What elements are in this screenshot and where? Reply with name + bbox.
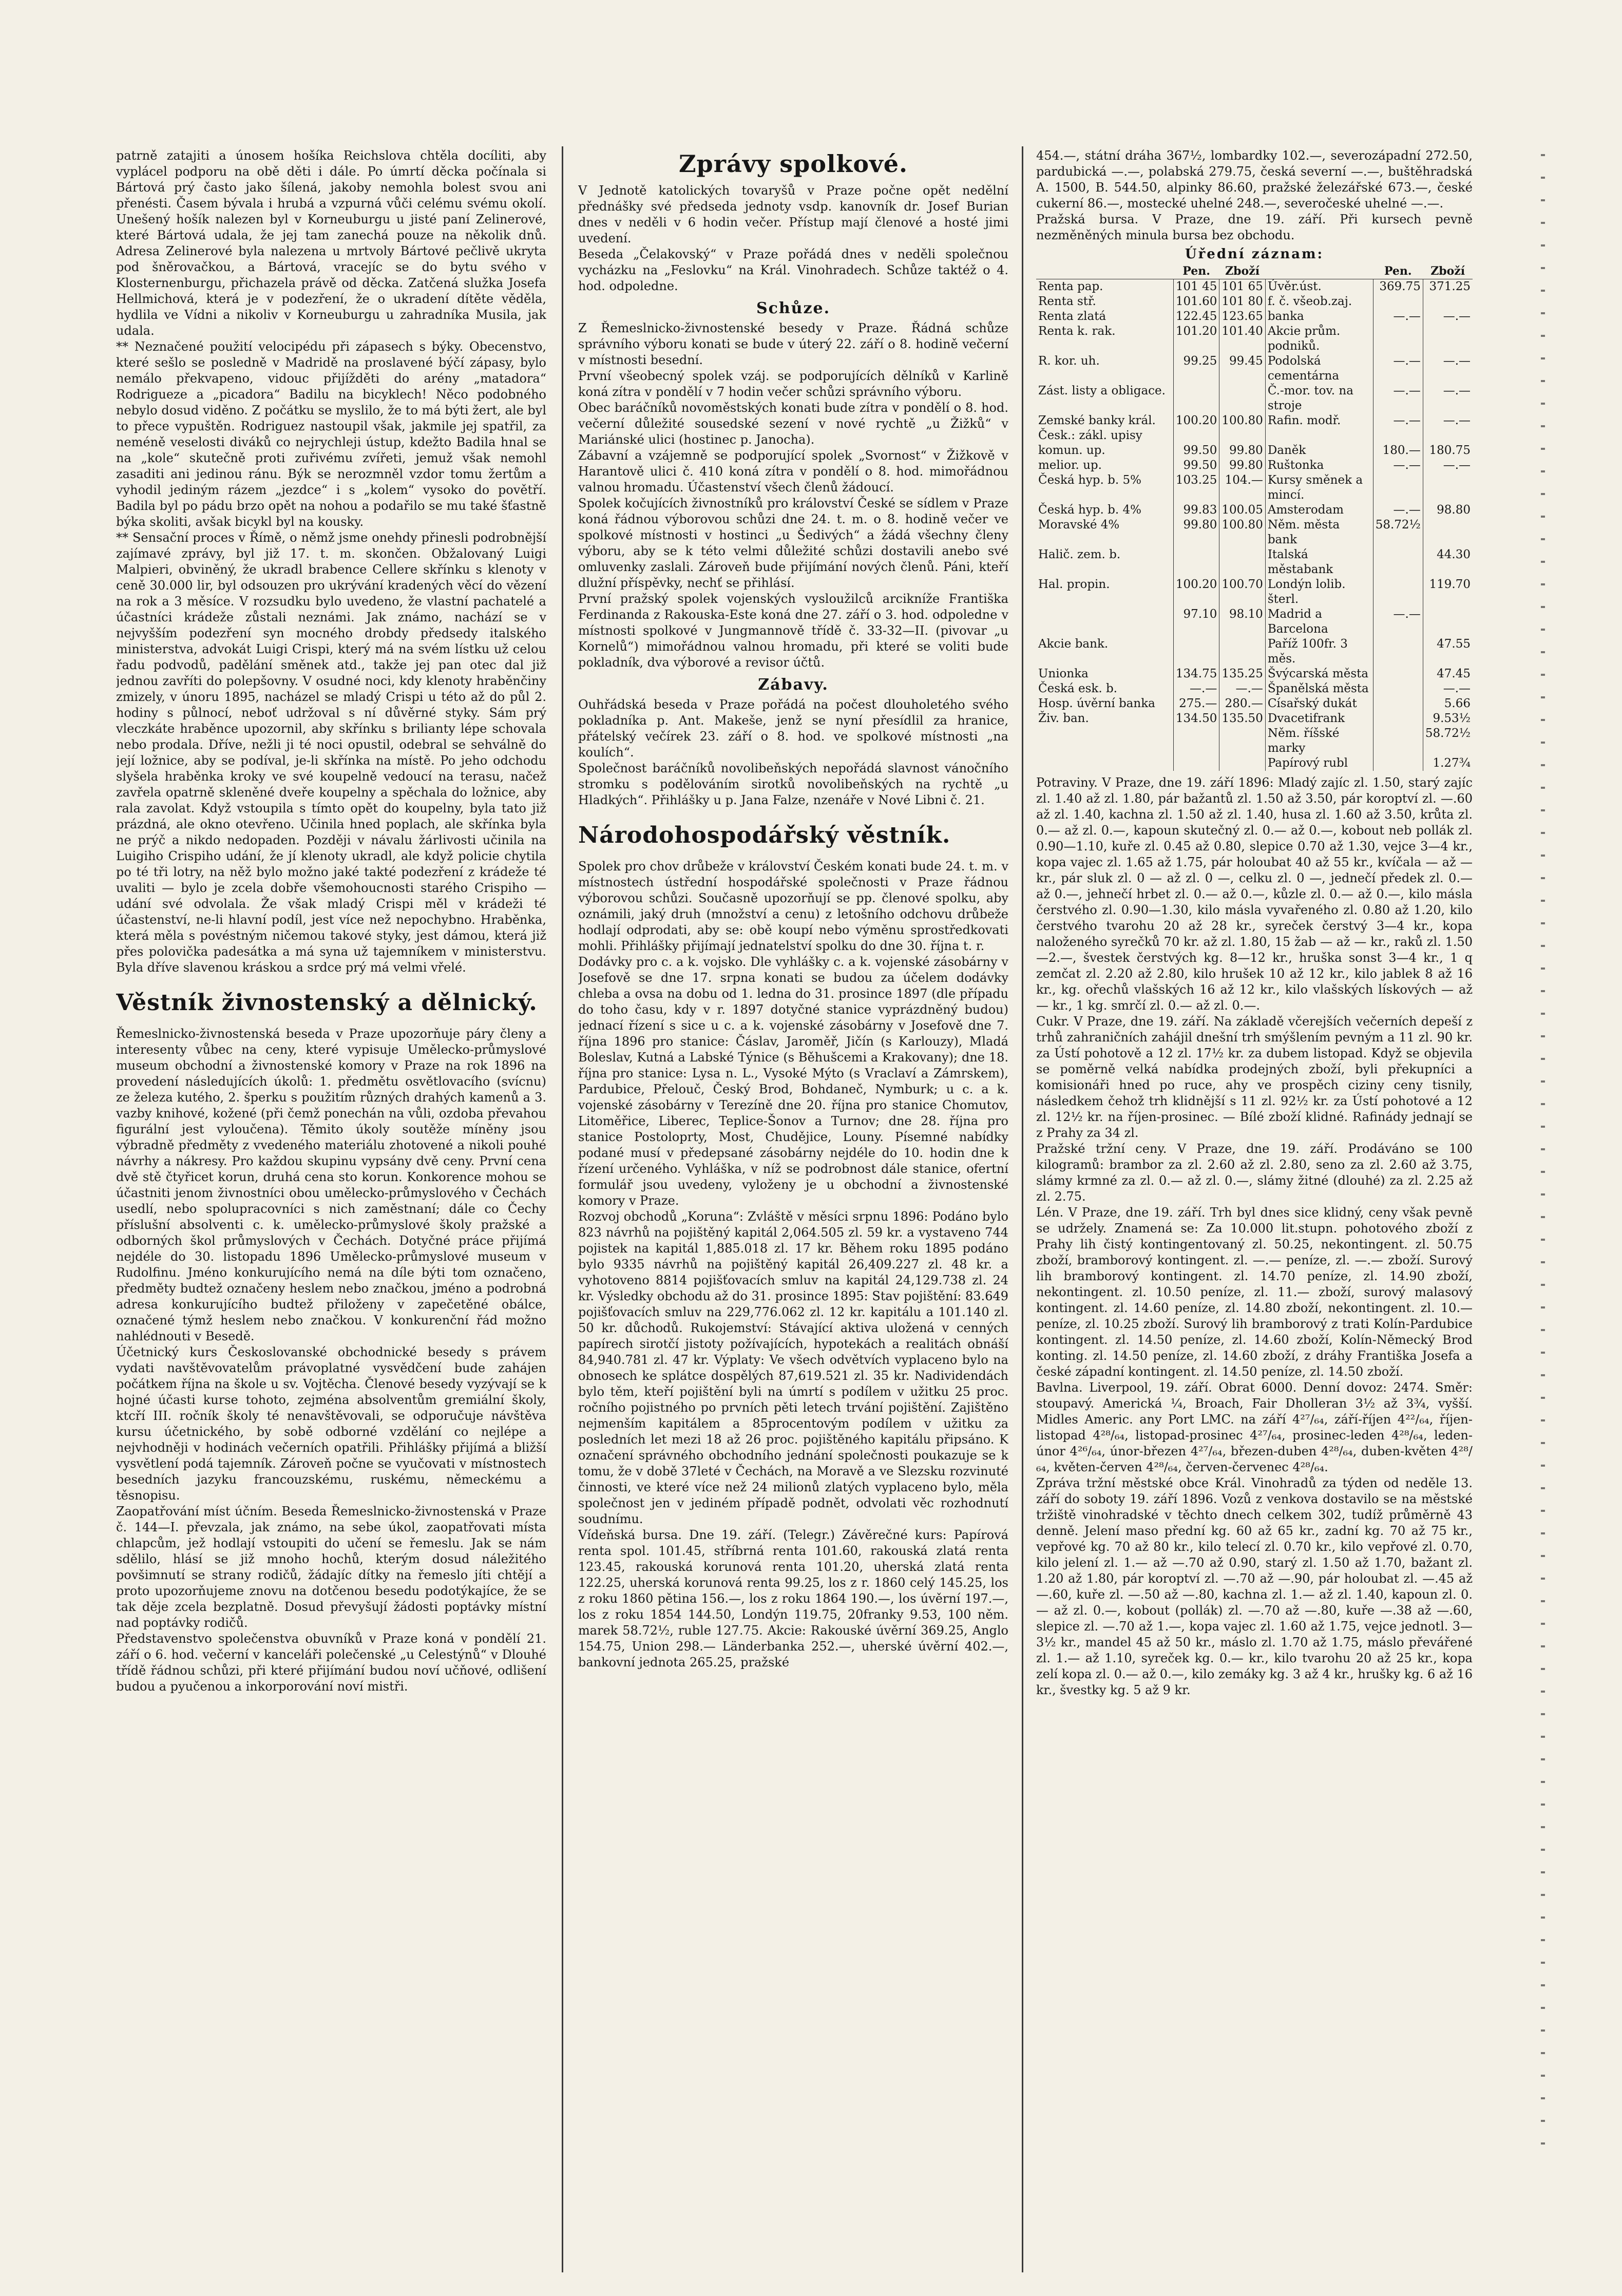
quote-cell — [1423, 324, 1473, 354]
article-zivnostenska-beseda: Řemeslnicko-živnostenská beseda v Praze upozorňuje páry členy a interesenty vůbec na ceny, které vypisuje Umělecko-průmyslové museum obchodní a živnostenské komory v Praze na rok 1896 na provedení následujících úkolů: 1. předmětu osvětlovacího (svícnu) ze železa kutého, 2. šperku s použitím různých drahých kamenů a 3. vazby knihové, kožené (při čemž ponechán na vůli, ozdoba převahou figurální jest vyloučena). Těmito úkoly soutěže míněny jsou výbradně předměty z vvedeného materiálu zhotovené a nikoli pouhé návrhy a nákresy. Pro každou skupinu vypsány dvě ceny. První cena dvě stě čtyřicet korun, druhá cena sto korun. Konkorence mohou se účastniti jenom živnostníci obou umělecko-průmyslového v Čechách usedlí, nebo spolupracovníci s nich zaměstnaní; dále co Čechy příslušní absolventi c. k. umělecko-průmyslové školy pražské a odborných škol průmyslových v Čechách. Dotyčné práce přijímá nejdéle do 30. listopadu 1896 Umělecko-průmyslové museum v Rudolfinu. Jméno konkurujícího nemá na díle býti tom označeno, předměty budtež označeny heslem nebo značkou, jméno a podrobná adresa konkurujícího budtež přiloženy v zapečetěné obálce, označené týmž heslem nebo značkou. V konkurenční řád možno nahlédnouti v Besedě. — [116, 1027, 546, 1343]
quote-cell: 44.30 — [1437, 548, 1471, 561]
article-dodavky-vojsko: Dodávky pro c. a k. vojsko. Dle vyhlášky c. a k. vojenské zásobárny v Josefově se dne 17. srpna konati se budou za účelem dodávky chleba a ovsa na dobu od 1. ledna do 31. prosince 1897 (dle případu do toho času, kdy v r. 1897 dotyčné stanice vyprázdněný budou) jednací řízení s sice u c. a k. vojenské zásobárny v Josefově dne 7. října 1896 pro stanice: Čáslav, Jaroměř, Jičín (s Karlouzy), Mladá Boleslav, Kutná a Labské Týnice (s Běhušcemi a Krakovany); dne 18. října pro stanice: Lysa n. L., Vysoké Mýto (s Vraclaví a Zámrskem), Pardubice, Přelouč, Český Brod, Bohdaneč, Nymburk; u c. a k. vojenské zásobárny v Terezíně dne 20. října pro stanice Chomutov, Litoměřice, Liberec, Teplice-Šonov a Turnov; dne 28. října pro stanice Postoloprty, Most, Chudějice, Louny. Písemné nabídky podané musí v předepsané zásobárny nejdéle do 10. hodin dne k řízení určeného. Vyhláška, v níž se podrobnost dále stanice, ofertní formulář jsou uvedeny, vyloženy je u obchodní a živnostenské komory v Praze. — [578, 955, 1008, 1208]
notice-zabavy-2: Společnost baráčníků novolibeňských nepořádá slavnost vánočního stromku s podělováním sirotků novolibeňských na rychtě „u Hladkých“. Přihlášky u p. Jana Falze, nzenáře v Nové Libni č. 21. — [578, 761, 1008, 807]
quote-cell — [1219, 384, 1265, 413]
quote-cell: 101.40 — [1219, 324, 1265, 354]
article-velociped: ** Neznačené použití velocipédu při zápasech s býky. Obecenstvo, které sešlo se posledně v Madridě na proslavené býčí zápasy, bylo nemálo překvapeno, vidouc přijížděti do arény „matadora“ Rodrigueze a „picadora“ Badilu na bicyklech! Něco podobného nebylo dosud viděno. Z počátku se myslilo, že to má býti žert, ale byl to přece vypuštěn. Rodriguez nastoupil však, jakmile jej spatřil, za neméně veselosti diváků co nejrychleji ústup, kdežto Badila hnal se na „kole“ skutečně proti zuřivému zvířeti, jemuž však nemohl zasaditi ani jedinou ránu. Býk se nerozmněl vzdor tomu žertům a vyhodil jediným rázem „jezdce“ i s „kolem“ vysoko do povětří. Badila byl po pádu brzo opět na nohou a podařilo se mu také šťastně býka skoliti, avšak bicykl byl na kousky. — [116, 339, 546, 529]
quote-cell: Něm. města bank — [1265, 518, 1373, 547]
quote-cell: Česká hyp. b. 4% — [1036, 503, 1173, 518]
quote-cell: 99.80 — [1219, 458, 1265, 473]
quote-cell: 99.25 — [1173, 354, 1219, 384]
notice-schuze-1: Z Řemeslnicko-živnostenské besedy v Praze. Řádná schůze správního výboru konati se bude v úterý 22. září o 8. hodině večerní v místnosti besední. — [578, 321, 1008, 367]
article-potraviny: Potraviny. V Praze, dne 19. září 1896: Mladý zajíc zl. 1.50, starý zajíc zl. 1.40 až zl. 1.80, pár bažantů zl. 1.50 až 3.50, pár koroptví zl. —.60 až zl. 1.40, kachna zl. 1.50 až zl. 1.40, husa zl. 1.60 až 3.50, krůta zl. 0.— až zl. 0.—, kapoun skutečný zl. 0.— až 0.—, kobout neb pollák zl. 0.90—1.10, kuře zl. 0.45 až 0.80, slepice 0.70 až 1.30, vejce 3—4 kr., kopa vajec zl. 1.65 až 1.75, pár holoubat 40 až 55 kr., kvíčala — až — kr., pár sluk zl. 0 — až zl. 0 —, celku zl. 0 —, jednečí předek zl. 0.— až 0.—, jehnečí hrbet zl. 0.— až 0.—, kůzle zl. 0.— až 0.—, kilo másla čerstvého zl. 0.90—1.30, kilo másla vyvařeného zl. 0.80 až 1.20, kilo čerstvého tvarohu 20 až 28 kr., syreček čerstvý 3—4 kr., kopa naloženého syrečků 70 kr. až zl. 1.80, 15 žab — až — kr., raků zl. 1.50—2.—, švestek čerstvých kg. 8—12 kr., hruška sonst 3—4 kr., 1 q zemčat zl. 2.20 až 2.80, kilo hrušek 10 až 12 kr., kilo jablek 8 až 16 kr., kg. ořechů vlašských 16 až 12 kr., kilo vlašských lískových — až — kr., 1 kg. smrčí zl. 0.— až zl. 0.—. — [1036, 775, 1473, 1013]
quote-cell: —.— — [1443, 354, 1471, 368]
quote-table-header — [1036, 264, 1473, 279]
quote-cell: Č.-mor. tov. na stroje — [1265, 384, 1373, 413]
section-heading-narodohospodarsky: Národohospodářský věstník. — [578, 822, 951, 848]
quote-cell — [1173, 384, 1219, 413]
quote-cell — [1036, 607, 1173, 637]
quote-row — [1036, 473, 1473, 503]
quote-cell — [1373, 294, 1423, 309]
quote-cell — [1219, 726, 1265, 756]
quote-cell: Daněk — [1265, 443, 1373, 458]
quote-cell: Zemské banky král. Česk.: zákl. upisy — [1036, 413, 1173, 443]
quote-row — [1036, 443, 1473, 458]
quote-cell: 280.— — [1219, 696, 1265, 711]
binding-edge-marks — [1541, 154, 1545, 2157]
quote-cell: Renta stř. — [1036, 294, 1173, 309]
quote-cell: 275.— — [1173, 696, 1219, 711]
quote-cell: Renta zlatá — [1036, 309, 1173, 324]
quote-cell — [1036, 756, 1173, 771]
quote-cell: 122.45 — [1173, 309, 1219, 324]
quote-cell: Akcie bank. — [1036, 637, 1173, 667]
quote-row — [1036, 547, 1473, 577]
quote-cell — [1423, 607, 1473, 637]
article-prazske-trzni-ceny: Pražské tržní ceny. V Praze, dne 19. září. Prodáváno se 100 kilogramů: brambor za zl. 2.60 až zl. 2.80, seno za zl. 2.60 až 3.75, slámy krmné za zl. 0.— až zl. 0.—, slámy žitné (dlouhé) za zl. 2.25 až zl. 2.75. — [1036, 1142, 1473, 1204]
quote-table-title: Úřední záznam: — [1185, 246, 1324, 262]
quote-cell: —.— — [1373, 384, 1423, 413]
quote-cell — [1173, 637, 1219, 667]
quote-cell: —.— — [1373, 458, 1423, 473]
quote-cell: Moravské 4% — [1036, 518, 1173, 547]
quote-cell — [1219, 547, 1265, 577]
quote-cell: 103.25 — [1173, 473, 1219, 503]
quote-cell: 123.65 — [1219, 309, 1265, 324]
article-videnska-bursa-continuation: 454.—, státní dráha 367½, lombardky 102.—, severozápadní 272.50, pardubická —.—, polabská 279.75, česká severní —.—, buštěhradská A. 1500, B. 544.50, alpinky 86.60, pražské železářské 673.—, české cukerní 86.—, mostecké uhelné 248.—, severočeské uhelné —.—. — [1036, 148, 1473, 211]
article-spolek-drubeze: Spolek pro chov drůbeže v království Českém konati bude 24. t. m. v místnostech ústřední hospodářské společnosti v Praze řádnou výborovou schůzi. Současně upozorňují se pp. členové spolku, aby oznámili, jaký druh (množství a cenu) z letošního odchovu drůbeže hodlají odprodati, aby se: obě koupí nebo výměnu sprostředkovati mohli. Přihlášky přijímají jednatelství spolku do dne 30. října t. r. — [578, 859, 1008, 953]
quote-cell: 99.50 — [1173, 443, 1219, 458]
quote-cell: R. kor. uh. — [1036, 354, 1173, 384]
quote-cell: 100.20 — [1173, 413, 1219, 443]
quote-cell: Španělská města — [1265, 681, 1373, 696]
quote-cell: 119.70 — [1429, 578, 1471, 591]
quote-cell: Hal. propin. — [1036, 577, 1173, 607]
article-prazska-bursa: Pražská bursa. V Praze, dne 19. září. Při kursech pevně nezměněných minula bursa bez obchodu. — [1036, 212, 1473, 242]
column-rule-right — [1022, 146, 1023, 2272]
quote-cell: —.— — [1373, 309, 1423, 324]
quote-col-zbozi: Zboží — [1219, 264, 1265, 279]
quote-cell: Renta k. rak. — [1036, 324, 1173, 354]
quote-row — [1036, 354, 1473, 384]
quote-cell: 1.27¾ — [1433, 756, 1471, 770]
quote-col-zbozi-2: Zboží — [1423, 264, 1473, 279]
quote-cell — [1373, 577, 1423, 607]
quote-cell: 101 80 — [1219, 294, 1265, 309]
article-intro-continuation: patrně zatajiti a únosem hošíka Reichslova chtěla docíliti, aby vyplácel podporu na obě děti i dále. Po úmrtí děcka počínala si Bártová prý často jako šílená, jakoby nemohla bolest svou ani přenésti. Časem bývala i hrubá a vzpurná vůči celému svému okolí. Unešený hošík nalezen byl v Korneuburgu u jisté paní Zelinerové, které Bártová udala, že jej tam zanechá pouze na několik dnů. Adresa Zelinerové byla nalezena u mrtvoly Bártové pečlivě ukryta pod šněrovačkou, a Bártová, vracejíc se do bytu svého v Klosternenburgu, přichazela právě od děcka. Zatčená služka Josefa Hellmichová, která je v podezření, že o ukradení dítěte věděla, hydlila ve Vídni a nikoliv v Korneuburgu u zahradníka Musila, jak udala. — [116, 148, 546, 338]
quote-cell: 100.80 — [1219, 413, 1265, 443]
quote-cell: Unionka — [1036, 667, 1173, 681]
quote-cell: Zást. listy a obligace. — [1036, 384, 1173, 413]
quote-cell: Papírový rubl — [1265, 756, 1373, 771]
quote-cell: Italská městabank — [1265, 547, 1373, 577]
quote-cell — [1373, 324, 1423, 354]
quote-table — [1036, 264, 1473, 771]
quote-cell: —.— — [1443, 682, 1471, 695]
quote-cell: Akcie prům. podniků. — [1265, 324, 1373, 354]
quote-cell: Dvacetifrank — [1265, 711, 1373, 726]
quote-row — [1036, 711, 1473, 726]
quote-cell: Ruštonka — [1265, 458, 1373, 473]
quote-cell: —.— — [1373, 413, 1423, 443]
quote-row — [1036, 294, 1473, 309]
quote-row — [1036, 503, 1473, 518]
quote-cell: Rafin. modř. — [1265, 413, 1373, 443]
notice-schuze-2: První všeobecný spolek vzáj. se podporujících dělníků v Karlině koná zítra v pondělí v 7 hodin večer schůzi správního výboru. — [578, 369, 1008, 399]
quote-cell: Madrid a Barcelona — [1265, 607, 1373, 637]
quote-cell: 104.— — [1219, 473, 1265, 503]
quote-cell — [1423, 518, 1473, 547]
article-rozvoj-obchodu: Rozvoj obchodů „Koruna“: Zvláště v měsíci srpnu 1896: Podáno bylo 823 návrhů na pojištěný kapitál 2,064.505 zl. 59 kr. a vystaveno 744 pojistek na kapitál 1,885.018 zl. 17 kr. Během roku 1895 podáno bylo 9335 návrhů na pojištěný kapitál 26,409.227 zl. 48 kr. a vyhotoveno 8814 pojišťovacích smluv na kapitál 24,129.738 zl. 24 kr. Výsledky obchodu až do 31. prosince 1895: Stav pojištění: 83.649 pojišťovacích smluv na 229,776.062 zl. 12 kr. kapitálu a 101.140 zl. 50 kr. důchodů. Rukojemství: Stávající aktiva uložená v cenných papírech sirotčí jistoty požívajících, hypotekách a realitách obnáší 84,940.781 zl. 47 kr. Výplaty: Ve všech odvětvích vyplaceno bylo na obnosech ke splátce dospělých 87,619.521 zl. 35 kr. Nadividendách bylo těm, kteří pojištění byli na úmrtí s podílem v užitku 25 proc. ročního pojistného po prvních pěti letech trvání pojištění. Zajištěno nejmenším kapitálem a 85procentovým podílem v užitku za posledních let mezi 18 až 26 proc. pojištěného kapitálu připsáno. K označení správného obchodního jednání společnosti poukazuje se k tomu, že v době 37leté v Čechách, na Moravě a ve Slezsku rozvinuté činnosti, ve které více než 24 milionů zlatých vyplaceno bylo, měla společnost jen v jediném případě podnět, odvolati věc rozhodnutí soudnímu. — [578, 1209, 1008, 1526]
quote-col-pen-2: Pen. — [1373, 264, 1423, 279]
column-3 — [1036, 148, 1473, 2274]
column-2 — [578, 148, 1008, 2274]
quote-cell: —.— — [1373, 503, 1423, 518]
quote-cell: Něm. říšské marky — [1265, 726, 1373, 756]
article-predstavenstvo: Představenstvo společenstva obuvníků v Praze koná v pondělí 21. září o 6. hod. večerní v kanceláři polečenské „u Celestýnů“ v Dlouhé třídě řádnou schůzi, při které přijímání budou noví učňové, odlišení budou a pyučenou a inkorporování noví mistři. — [116, 1631, 546, 1694]
quote-cell — [1173, 547, 1219, 577]
quote-cell: Kursy směnek a mincí. — [1265, 473, 1373, 503]
quote-row — [1036, 681, 1473, 696]
quote-cell: 135.25 — [1219, 667, 1265, 681]
quote-cell: Císařský dukát — [1265, 696, 1373, 711]
quote-cell: 135.50 — [1219, 711, 1265, 726]
quote-cell: 98.80 — [1437, 503, 1471, 517]
quote-cell: f. č. všeob.zaj. — [1265, 294, 1373, 309]
quote-cell: 99.45 — [1219, 354, 1265, 384]
quote-cell: 101.60 — [1173, 294, 1219, 309]
quote-cell — [1036, 726, 1173, 756]
article-zaopatrovani-mist: Zaopatřování míst účním. Beseda Řemeslnicko-živnostenská v Praze č. 144—I. převzala, jak známo, na sebe úkol, zaopatřovati místa chlapcům, jež hodlají vstoupiti do učení se řemeslu. Jak se nám sdělilo, hlásí se již mnoho hochů, kterým dosud náležitého povšimnutí se strany rodičů, žádajíc dítky na řemeslo jíti chtějí a proto upozorňujeme znovu na dotčenou besedu podotýkajíce, že se tak děje zcela bezplatně. Dosud převyšují žádosti poptávky místní nad poptávky rodičů. — [116, 1504, 546, 1630]
article-cukr: Cukr. V Praze, dne 19. září. Na základě včerejších večerních depeší z trhů zahraničních zahájil dnešní trh smýšlením pevným a 11 zl. 90 kr. za Ústí pohotově a 12 zl. 17½ kr. za dubem listopad. Když se objevila se poměrně velká nabídka prodejných zboží, byli překupníci a komisionáři hned po ruce, ahy ve prospěch ciziny ceny tisnily, následkem čehož trh klidnější s 11 zl. 92½ kr. za Ústí pohotové a 12 zl. 12½ kr. na říjen-prosinec. — Bílé zboží klidné. Rafinády jednají se z Prahy za 34 zl. — [1036, 1014, 1473, 1140]
quote-cell: 98.10 — [1219, 607, 1265, 637]
quote-cell: Renta pap. — [1036, 279, 1173, 295]
quote-cell: 134.75 — [1173, 667, 1219, 681]
notice-jednota: V Jednotě katolických tovaryšů v Praze počne opět nedělní přednášky své předseda jednoty vsdp. kanovník dr. Josef Burian dnes v neděli v 6 hodin večer. Přístup mají členové a hosté jimi uvedení. — [578, 183, 1008, 245]
quote-cell — [1219, 756, 1265, 771]
quote-cell: 101.20 — [1173, 324, 1219, 354]
notice-celakovsky: Beseda „Čelakovský“ v Praze pořádá dnes v neděli společnou vycházku na „Feslovku“ na Král. Vinohradech. Schůze taktéž o 4. hod. odpoledne. — [578, 247, 1008, 293]
quote-cell — [1173, 726, 1219, 756]
quote-cell: 99.50 — [1173, 458, 1219, 473]
quote-cell: 100.70 — [1219, 577, 1265, 607]
quote-cell: 58.72½ — [1373, 518, 1423, 547]
article-videnska-bursa: Vídeňská bursa. Dne 19. září. (Telegr.) Závěrečné kurs: Papírová renta spol. 101.45, stříbrná renta 101.60, rakouská zlatá renta 123.45, rakouská korunová renta 101.20, uherská zlatá renta 122.25, uherská korunová renta 99.25, los z r. 1860 celý 145.25, los z roku 1860 pětina 156.—, los z roku 1864 190.—, los úvěrní 197.—, los z roku 1854 144.50, Londýn 119.75, 20franky 9.53, 100 něm. marek 58.72½, ruble 127.75. Akcie: Rakouské úvěrní 369.25, Anglo 154.75, Union 298.— Länderbanka 252.—, uherské úvěrní 402.—, bankovní jednota 265.25, pražské — [578, 1528, 1008, 1669]
quote-cell — [1423, 473, 1473, 503]
quote-row — [1036, 696, 1473, 711]
quote-row — [1036, 577, 1473, 607]
quote-cell: 58.72½ — [1425, 727, 1471, 740]
article-zprava-trzni-vinohrady: Zpráva tržní městské obce Král. Vinohradů za týden od neděle 13. září do soboty 19. září 1896. Vozů z venkova dostavilo se na městské tržiště vinohradské v těchto dnech celkem 302, tudíž průměrně 43 denně. Jelení maso přední kg. 60 až 65 kr., zadní kg. 70 až 75 kr., vepřové kg. 70 až 80 kr., kilo telecí zl. 0.70 kr., kilo vepřové zl. 0.70, kilo jelení zl. 1.— až —.70 až 0.90, starý zl. 1.50 až 1.70, bažant zl. 1.20 až 1.80, pár koroptví zl. —.70 až —.90, pár holoubat zl. —.45 až —.60, kuře zl. —.50 až —.80, kachna zl. 1.— až zl. 1.40, kapoun zl. 0.— až zl. 0.—, kobout (pollák) zl. —.70 až —.80, kuře —.38 až —.60, slepice zl. —.70 až 1.—, kopa vajec zl. 1.60 až 1.75, vejce jednotl. 3—3½ kr., mandel 45 až 50 kr., máslo zl. 1.70 až 1.75, máslo převářené zl. 1.— až 1.10, syreček kg. 0.— kr., kilo tvarohu 20 až 25 kr., kopa zelí kopa zl. 0.— až 0.—, kilo zemáky kg. 3 až 4 kr., hrušky kg. 6 až 16 kr., švestky kg. 5 až 9 kr. — [1036, 1476, 1473, 1697]
quote-row — [1036, 518, 1473, 547]
quote-cell: 371.25 — [1429, 280, 1471, 293]
notice-schuze-5: Spolek kočujících živnostníků pro království České se sídlem v Praze koná řádnou výborovou schůzi dne 24. t. m. o 8. hodině večer ve spolkové místnosti v hostinci „u Šedivých“ a žádá všechny členy výboru, aby se k této velmi důležité schůzi dostavili anebo své omluvenky zaslali. Zároveň bude přijímání nových členů. Páni, kteří dlužní příspěvky, nechť se přihlásí. — [578, 496, 1008, 590]
subheading-zabavy: Zábavy. — [758, 676, 829, 694]
quote-row — [1036, 413, 1473, 443]
quote-cell: Živ. ban. — [1036, 711, 1173, 726]
quote-cell — [1373, 696, 1423, 711]
quote-cell — [1219, 637, 1265, 667]
quote-cell: Halič. zem. b. — [1036, 547, 1173, 577]
quote-row — [1036, 309, 1473, 324]
quote-cell — [1423, 294, 1473, 309]
quote-cell: 369.75 — [1373, 279, 1423, 295]
section-heading-zpravy-spolkove: Zprávy spolkové. — [678, 150, 908, 178]
quote-cell: 47.45 — [1437, 667, 1471, 680]
subheading-schuze: Schůze. — [756, 299, 831, 317]
quote-cell — [1373, 726, 1423, 756]
quote-cell: —.— — [1443, 384, 1471, 397]
quote-cell: 9.53½ — [1433, 712, 1471, 725]
quote-cell — [1373, 711, 1423, 726]
quote-cell: 99.83 — [1173, 503, 1219, 518]
notice-schuze-3: Obec baráčníků novoměstských konati bude zítra v pondělí o 8. hod. večerní důležité sousedské sezení v nové rychtě „u Žižků“ v Mariánské ulici (hostinec p. Janocha). — [578, 401, 1008, 447]
quote-cell: Úvěr.úst. — [1265, 279, 1373, 295]
quote-cell: Česká esk. b. — [1036, 681, 1173, 696]
quote-cell: 100.20 — [1173, 577, 1219, 607]
quote-row — [1036, 324, 1473, 354]
article-lih: Lén. V Praze, dne 19. září. Trh byl dnes sice klidný, ceny však pevně se udržely. Znamená se: Za 10.000 lit.stupn. pohotového zboží z Prahy lih čistý kontingentovaný zl. 50.25, nekontingent. zl. 50.75 zboží, bramborový kontingent. zl. —.— peníze, zl. —.— zboží. Surový lih bramborový kontingent. zl. 14.70 peníze, zl. 14.90 zboží, nekontingent. zl. 10.50 peníze, zl. 11.— zboží, surový malasový kontingent. zl. 14.60 peníze, zl. 14.80 zboží, nekontingent. zl. 10.— peníze, zl. 10.25 zboží. Surový lih bramborový z trati Kolín-Pardubice kontingent. zl. 14.50 peníze, zl. 14.60 zboží, Kolín-Německý Brod konting. zl. 14.50 peníze, zl. 14.60 zboží, z dráhy Františka Josefa a české západní kontingent. zl. 14.50 peníze, zl. 14.50 zboží. — [1036, 1205, 1473, 1379]
quote-cell: —.— — [1443, 414, 1471, 427]
quote-cell: 100.05 — [1219, 503, 1265, 518]
quote-cell: banka — [1265, 309, 1373, 324]
quote-cell — [1173, 756, 1219, 771]
quote-cell: 101 45 — [1173, 279, 1219, 295]
quote-row — [1036, 667, 1473, 681]
quote-cell: 134.50 — [1173, 711, 1219, 726]
quote-cell: Podolská cementárna — [1265, 354, 1373, 384]
quote-cell: 5.66 — [1444, 697, 1471, 710]
quote-cell: komun. up. — [1036, 443, 1173, 458]
quote-cell: Švýcarská města — [1265, 667, 1373, 681]
quote-col-name — [1036, 264, 1173, 279]
quote-cell: —.— — [1443, 459, 1471, 472]
notice-schuze-6: První pražský spolek vojenských vysloužilců arcikníže Františka Ferdinanda z Rakouska-Este koná dne 27. září o 3. hod. odpoledne v místnosti spolkové v Jungmannově třídě č. 33-32—II. (pivovar „u Kornelů“) mimořádnou valnou hromadu, při které se voliti bude pokladník, dva výborové a revisor účtů. — [578, 592, 1008, 670]
quote-row — [1036, 607, 1473, 637]
quote-cell: 99.80 — [1219, 443, 1265, 458]
quote-cell: 99.80 — [1173, 518, 1219, 547]
quote-row — [1036, 279, 1473, 295]
notice-zabavy-1: Ouhřádská beseda v Praze pořádá na počest dlouholetého svého pokladníka p. Ant. Makeše, jenž se nyní přesídlil za hranice, přátelský večírek 23. září o 8. hod. ve spolkové místnosti „na koulích“. — [578, 697, 1008, 760]
quote-cell: Paříž 100fr. 3 měs. — [1265, 637, 1373, 667]
quote-cell: —.— — [1219, 681, 1265, 696]
article-bavlna: Bavlna. Liverpool, 19. září. Obrat 6000. Denní dovoz: 2474. Směr: stoupavý. Americká ¼, Broach, Fair Dholleran 3½ až 3¾, vyšší. Midles Americ. any Port LMC. na září 4²⁷/₆₄, září-říjen 4²²/₆₄, říjen-listopad 4²⁸/₆₄, listopad-prosinec 4²⁷/₆₄, prosinec-leden 4²⁸/₆₄, leden-únor 4²⁶/₆₄, únor-březen 4²⁷/₆₄, březen-duben 4²⁸/₆₄, duben-květen 4²⁸/₆₄, květen-červen 4²⁸/₆₄, červen-červenec 4²⁸/₆₄. — [1036, 1380, 1473, 1474]
quote-cell: 180.— — [1373, 443, 1423, 458]
quote-cell: Amsterodam — [1265, 503, 1373, 518]
quote-cell: —.— — [1373, 607, 1423, 637]
quote-cell — [1373, 547, 1423, 577]
quote-cell — [1373, 667, 1423, 681]
quote-cell: melior. up. — [1036, 458, 1173, 473]
quote-cell — [1373, 681, 1423, 696]
quote-row — [1036, 756, 1473, 771]
article-process-rome: ** Sensační proces v Římě, o němž jsme onehdy přinesli podrobnější zajímavé zprávy, byl již 17. t. m. skončen. Obžalovaný Luigi Malpieri, obviněný, že ukradl brabence Cellere skřínku s klenoty v ceně 30.000 lir, byl odsouzen pro ukrývání kradených věcí do vězení na rok a 3 měsíce. V rozsudku bylo uvedeno, že vlastní pachatelé a účastníci krádeže zůstali neznámi. Jak známo, nachází se v nejvyšším podezření syn mocného drobdy předsedy italského ministerstva, advokát Luigi Crispi, který má na svém lístku už celou řadu podvodů, padělání směnek atd., takže jej pan otec dal již jednou zavříti do polepšovny. V osudné noci, kdy klenoty hraběnčiny zmizely, v únoru 1895, nacházel se mladý Crispi u této až do půl 2. hodiny s půlnocí, neboť udržoval s ní důvěrné styky. Sám prý vleczkáte hraběnce upozornil, aby skřínku s brilianty lépe schovala nebo prodala. Dříve, nežli ji té noci opustil, odebral se sehválně do její ložnice, aby se podíval, je-li skřínka na místě. Po jeho odchodu slyšela hraběnka kroky ve své koupelně vedoucí na terasu, načež zavřela opatrně skleněné dveře koupelny a spěchala do ložnice, aby rala zavolat. Když vstoupila s tímto opět do koupelny, byla tato již prázdná, ale okno otevřeno. Učinila hned poplach, ale skřínka byla ne prýč a nikdo nedopaden. Později v návalu žárlivosti učinila na Luigiho Crispiho udání, že jí klenoty ukradl, ale když policie chytila po té tři lotry, na něž bylo možno jaké takté podezření z krádeže té uvaliti — bylo je zcela dobře všemohoucnosti starého Crispiho — udání své odvolala. Že však mladý Crispi měl v krádeži té účastenství, ne-li hlavní podíl, jest více než nepochybno. Hraběnka, která měla s povéstným ničemou takové styky, jest dámou, která již přes polovička padesátka a má syna už tajemníkem v ministerstvu. Byla dříve slavenou kráskou a srdce prý má velmi vřelé. — [116, 530, 546, 975]
quote-col-pen: Pen. — [1173, 264, 1219, 279]
quote-col-name-2 — [1265, 264, 1373, 279]
quote-cell: 180.75 — [1429, 444, 1471, 457]
quote-cell: 101 65 — [1219, 279, 1265, 295]
quote-row — [1036, 384, 1473, 413]
quote-cell: Londýn lolib. šterl. — [1265, 577, 1373, 607]
quote-cell: —.— — [1443, 310, 1471, 323]
quote-cell — [1373, 473, 1423, 503]
quote-cell: Hosp. úvěrní banka — [1036, 696, 1173, 711]
article-ucetnicky-kurs: Účetnický kurs Českoslovanské obchodnické besedy s právem vydati navštěvovatelům právoplatné vysvědčení bude zahájen počátkem října na škole u sv. Vojtěcha. Členové besedy vyzývají se k hojné účasti kurse tohoto, zejména absolventům gremiální školy, ktcří III. ročník školy té nenavštěvovali, se odporučuje návštěva kursu účetnického, by sobě odborné vzdělání co nejlépe a nejvhodněji v hodinách večerních opatřili. Přihlášky přijímá a bližší vysvětlení podá tajemník. Zároveň počne se vyučovati v místnostech besedních jazyku francouzskému, ruskému, německému a těsnopisu. — [116, 1345, 546, 1503]
quote-cell — [1373, 637, 1423, 667]
notice-schuze-4: Zábavní a vzájemně se podporující spolek „Svornost“ v Žižkově v Harantově ulici č. 410 koná zítra v pondělí o 8. hod. mimořádnou valnou hromadu. Účastenství všech členů žádoucí. — [578, 448, 1008, 495]
quote-row — [1036, 726, 1473, 756]
quote-table-body — [1036, 279, 1473, 771]
quote-cell: 47.55 — [1437, 637, 1471, 651]
column-1 — [116, 148, 546, 2274]
quote-cell: 97.10 — [1173, 607, 1219, 637]
section-heading-vestnik-zivnostensky: Věstník živnostenský a dělnický. — [116, 990, 538, 1016]
quote-cell — [1373, 756, 1423, 771]
quote-cell: 100.80 — [1219, 518, 1265, 547]
column-rule-left — [562, 146, 563, 2272]
quote-cell: —.— — [1373, 354, 1423, 384]
quote-cell: Česká hyp. b. 5% — [1036, 473, 1173, 503]
quote-row — [1036, 458, 1473, 473]
quote-row — [1036, 637, 1473, 667]
quote-cell: —.— — [1173, 681, 1219, 696]
